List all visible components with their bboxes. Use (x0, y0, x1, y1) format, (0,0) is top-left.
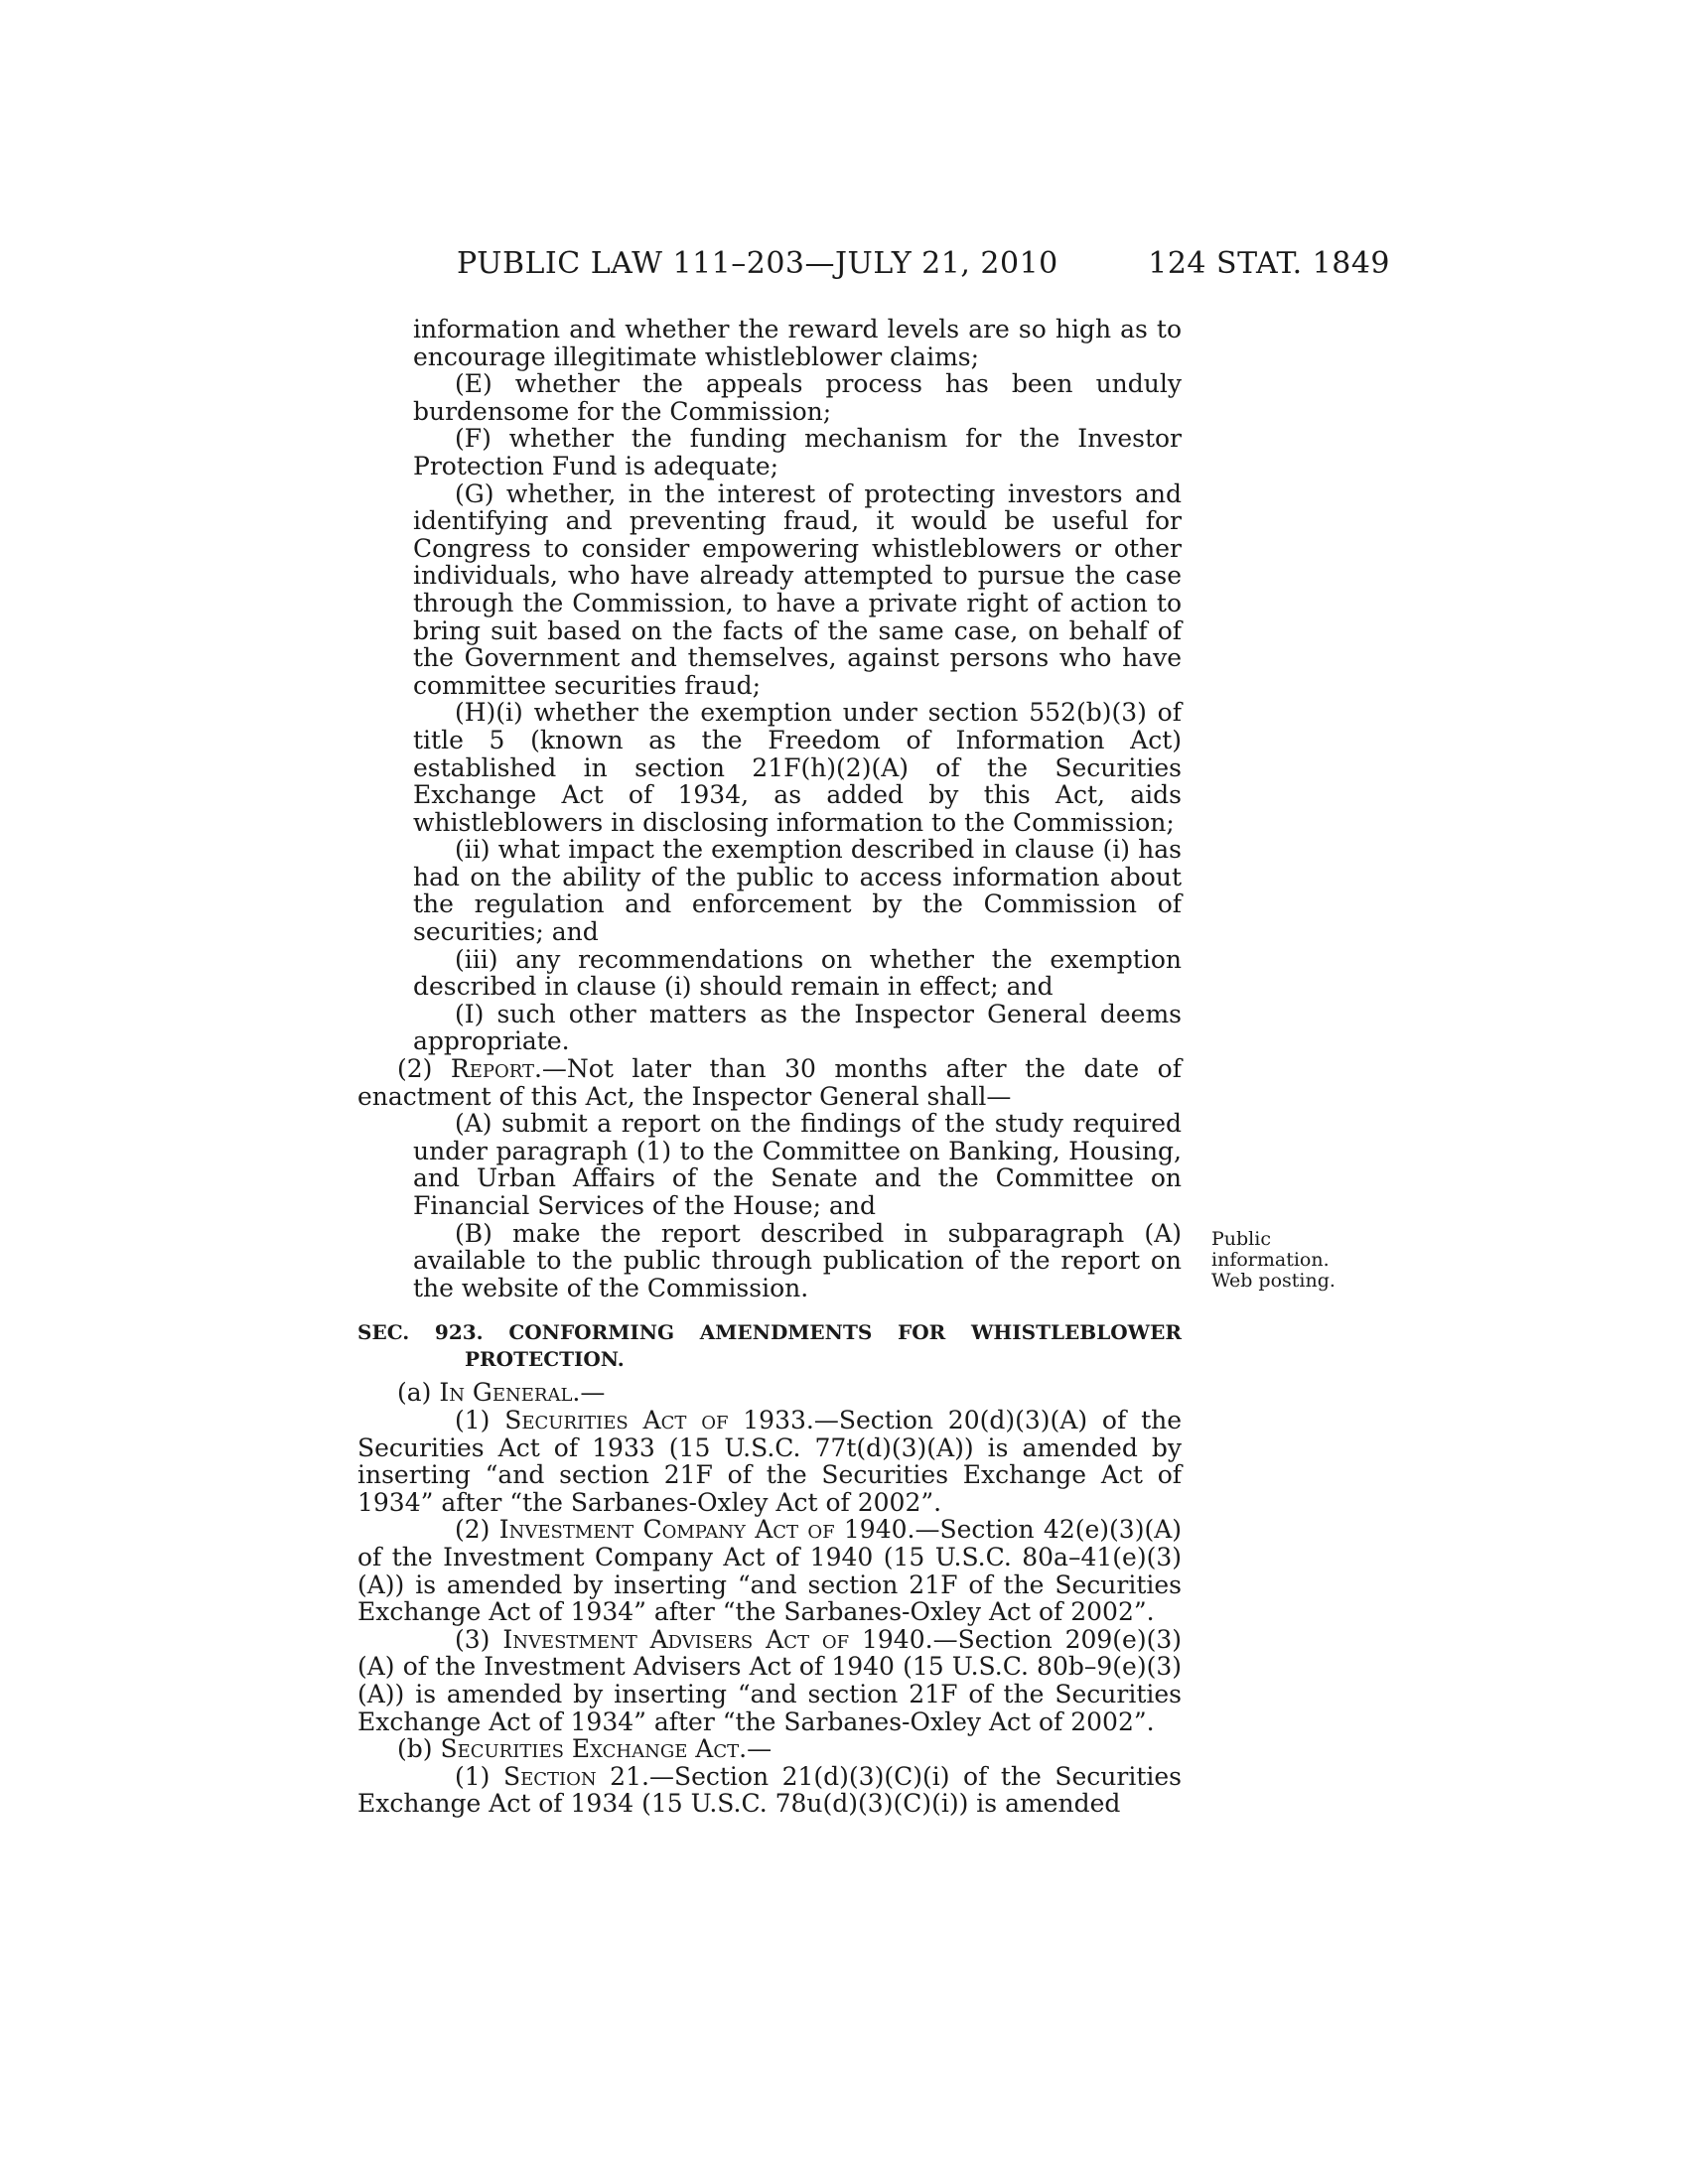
subsection-b-number: (b) (397, 1734, 441, 1764)
report-heading: Report. (450, 1054, 542, 1084)
subsection-a-dash: — (580, 1378, 606, 1408)
margin-note-line: information. (1211, 1249, 1330, 1271)
paragraph-a3-number: (3) (455, 1624, 503, 1654)
margin-note (1211, 1229, 1360, 1292)
subsection-a-number: (a) (397, 1378, 440, 1408)
stat-page-number: 124 STAT. 1849 (1148, 246, 1390, 281)
paragraph-a1-number: (1) (455, 1405, 505, 1434)
paragraph-b1 (357, 1763, 1182, 1818)
report-paragraph (357, 1055, 1182, 1110)
paragraph: (iii) any recommendations on whether the exemption described in clause (i) should remain in effect; and (413, 944, 1182, 1002)
paragraph: (I) such other matters as the Inspector General deems appropriate. (413, 999, 1182, 1056)
paragraph-a1 (357, 1407, 1182, 1516)
paragraph-a2-number: (2) (455, 1515, 499, 1545)
paragraph: information and whether the reward levels are so high as to encourage illegitimate whistleblower claims; (413, 315, 1182, 371)
paragraph-a3 (357, 1626, 1182, 1735)
margin-note-line: Web posting. (1211, 1270, 1336, 1292)
paragraph-a2-heading: Investment Company Act of 1940. (498, 1515, 915, 1545)
subsection-a (357, 1379, 1182, 1407)
paragraph: (F) whether the funding mechanism for the Investor Protection Fund is adequate; (413, 424, 1182, 480)
paragraph-b1-text: —Section 21(d)(3)(C)(i) of the Securities Exchange Act of 1934 (15 U.S.C. 78u(d)(3)(C)(i)) is amended (357, 1761, 1182, 1819)
report-number: (2) (397, 1054, 451, 1084)
paragraph-b1-number: (1) (455, 1761, 503, 1791)
paragraph-a3-text: —Section 209(e)(3)(A) of the Investment Advisers Act of 1940 (15 U.S.C. 80b–9(e)(3)(A)) is amended by inserting “and section 21F of the Securities Exchange Act of 1934” after “the Sarbanes-Oxley Act of 2002”. (357, 1624, 1183, 1736)
document-body (357, 316, 1182, 1818)
paragraph-b1-heading: Section 21. (502, 1761, 649, 1791)
running-header (457, 246, 1390, 286)
report-text: —Not later than 30 months after the date of enactment of this Act, the Inspector General shall— (357, 1054, 1182, 1111)
subsection-b-heading: Securities Exchange Act. (440, 1734, 748, 1764)
paragraph-a1-heading: Securities Act of 1933. (504, 1405, 814, 1434)
subsection-b-dash: — (747, 1734, 773, 1764)
paragraph-a1-text: —Section 20(d)(3)(A) of the Securities Act of 1933 (15 U.S.C. 77t(d)(3)(A)) is amended by inserting “and section 21F of the Securities Exchange Act of 1934” after “the Sarbanes-Oxley Act of 2002”. (357, 1405, 1183, 1517)
report-subparagraph-b: (B) make the report described in subparagraph (A) available to the public through publication of the report on the website of the Commission. (413, 1218, 1182, 1302)
law-title: PUBLIC LAW 111–203—JULY 21, 2010 (457, 246, 1058, 281)
paragraph: (E) whether the appeals process has been unduly burdensome for the Commission; (413, 369, 1182, 426)
subsection-a-heading: In General. (439, 1378, 581, 1408)
paragraph: (H)(i) whether the exemption under section 552(b)(3) of title 5 (known as the Freedom of Information Act) established in section 21F(h)(2)(A) of the Securities Exchange Act of 1934, as added by this Act, aids whistleblowers in disclosing information to the Commission; (413, 698, 1182, 837)
paragraph-a3-heading: Investment Advisers Act of 1940. (502, 1624, 933, 1654)
margin-note-line: Public (1211, 1228, 1271, 1250)
report-subparagraph-a: (A) submit a report on the findings of the study required under paragraph (1) to the Committee on Banking, Housing, and Urban Affairs of the Senate and the Committee on Financial Services of the House; and (413, 1109, 1182, 1220)
subsection-b (357, 1735, 1182, 1763)
paragraph-a2 (357, 1516, 1182, 1625)
paragraph: (ii) what impact the exemption described in clause (i) has had on the ability of the public to access information about the regulation and enforcement by the Commission of securities; and (413, 835, 1182, 947)
paragraph-a2-text: —Section 42(e)(3)(A) of the Investment Company Act of 1940 (15 U.S.C. 80a–41(e)(3)(A)) is amended by inserting “and section 21F of the Securities Exchange Act of 1934” after “the Sarbanes-Oxley Act of 2002”. (357, 1515, 1183, 1627)
section-heading: SEC. 923. CONFORMING AMENDMENTS FOR WHISTLEBLOWER PROTECTION. (357, 1320, 1182, 1372)
paragraph: (G) whether, in the interest of protecting investors and identifying and preventing fraud, it would be useful for Congress to consider empowering whistleblowers or other individuals, who have already attempted to pursue the case through the Commission, to have a private right of action to bring suit based on the facts of the same case, on behalf of the Government and themselves, against persons who have committee securities fraud; (413, 478, 1182, 700)
